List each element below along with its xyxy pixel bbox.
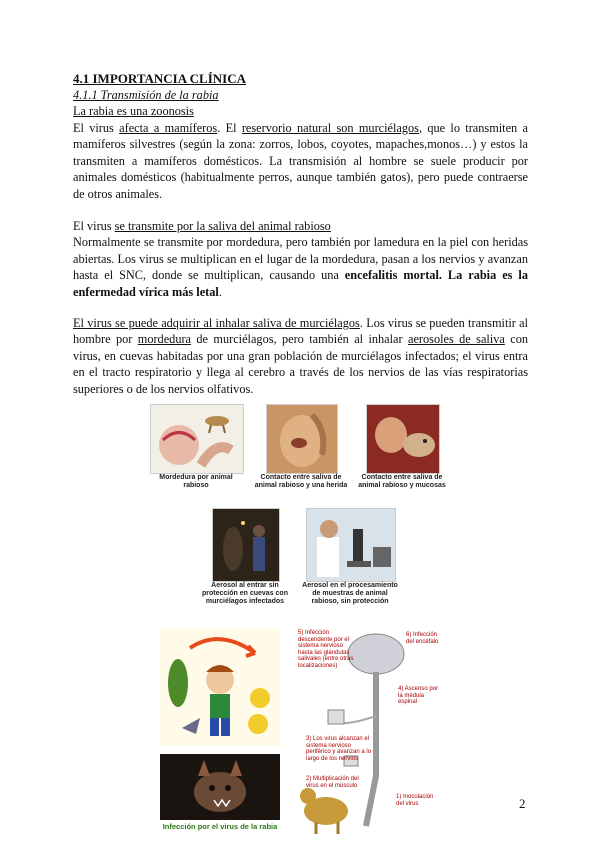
figure-mucosa-photo — [366, 404, 440, 474]
caption-wound: Contacto entre saliva de animal rabioso y una herida — [254, 474, 348, 489]
diagram-label-2: 2) Multiplicación del virus en el músculo — [306, 776, 359, 789]
page-number: 2 — [519, 796, 526, 811]
caption-cave: Aerosol al entrar sin protección en cuevas con murciélagos infectados — [202, 582, 288, 605]
figure-bite-photo — [150, 404, 244, 474]
section-heading: 4.1 IMPORTANCIA CLÍNICA — [73, 71, 247, 86]
caption-mucosa: Contacto entre saliva de animal rabioso y mucosas — [358, 474, 446, 489]
paragraph-1: El virus afecta a mamíferos. El reservorio natural son murciélagos, que lo transmiten a mamíferos silvestres (según la zona: zorros, lobos, coyotes, mapaches,monos…) y estos la transmiten a mamíferos domésticos. La transmisión al hombre se suele producir por animales domésticos (habitualmente perros, aunque también gatos), pero puede contraerse de otros animales. — [73, 121, 528, 201]
bite-illustration — [151, 405, 243, 473]
figure-wound-photo — [266, 404, 338, 474]
caption-bite: Mordedura por animal rabioso — [159, 474, 233, 489]
figure-lab-photo — [306, 508, 396, 582]
diagram-label-6: 6) Infección del encéfalo — [406, 632, 439, 645]
bat-icon — [160, 754, 280, 820]
figure-pathway-diagram — [296, 626, 446, 836]
paragraph-2: El virus se transmite por la saliva del animal rabioso Normalmente se transmite por mordedura, pero también por lamedura en la piel con heridas abiertas. Los virus se multiplican en el lugar de la mordedura, pasan a los nervios y avanzan hasta el SNC, donde se multiplican, causando una encefalitis mortal. La rabia es la enfermedad vírica más letal. — [73, 219, 528, 299]
figure-bat-photo — [160, 754, 280, 820]
wound-illustration — [267, 405, 337, 473]
diagram-label-4: 4) Ascenso por la médula espinal — [398, 686, 439, 705]
subsection-heading: 4.1.1 Transmisión de la rabia — [73, 88, 219, 102]
cartoon-illustration — [160, 628, 280, 746]
mucosa-illustration — [367, 405, 439, 473]
cave-illustration — [213, 509, 279, 581]
diagram-label-5: 5) Infección descendente por el sistema nervioso hasta las glándulas salivales (entre otras localizaciones) — [298, 630, 354, 669]
paragraph-3: El virus se puede adquirir al inhalar saliva de murciélagos. Los virus se pueden transmitir al hombre por mordedura de murciélagos, pero también al inhalar aerosoles de saliva con virus, en cuevas habitadas por una gran población de murciélagos infectados; el virus entra en el tracto respiratorio y llega al cerebro a través de los nervios de las vías respiratorias superiores o de los nervios olfativos. — [73, 316, 529, 396]
caption-infection: Infección por el virus de la rabia — [162, 822, 278, 831]
lab-illustration — [307, 509, 395, 581]
diagram-label-1: 1) Inoculación del virus — [396, 794, 434, 807]
figure-cave-photo — [212, 508, 280, 582]
caption-lab: Aerosol en el procesamiento de muestras de animal rabioso, sin protección — [302, 582, 398, 605]
figure-infection-cartoon — [160, 628, 280, 746]
diagram-label-3: 3) Los virus alcanzan el sistema nervioso periférico y avanzan a lo largo de los nervios — [306, 736, 372, 762]
zoonosis-title: La rabia es una zoonosis — [73, 104, 194, 118]
